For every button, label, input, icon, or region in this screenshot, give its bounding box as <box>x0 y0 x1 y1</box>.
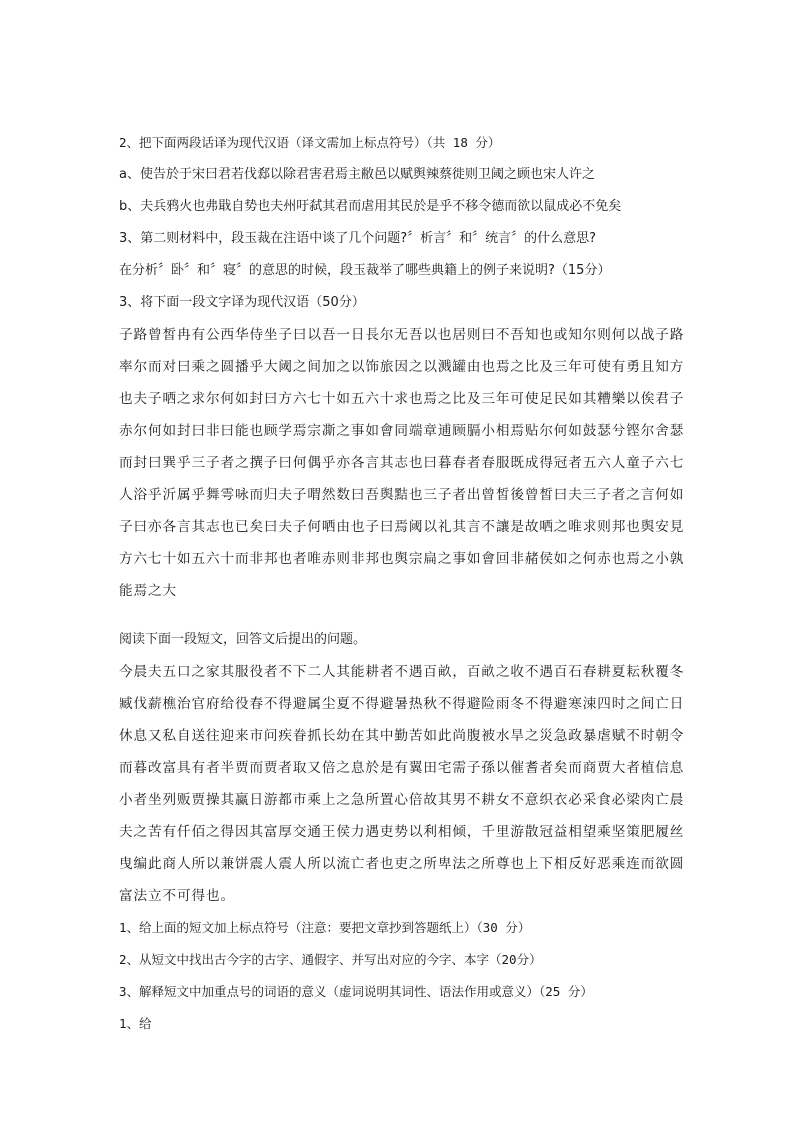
question-3-text-continued: 在分析〞卧〞和〞寝〞的意思的时候，段玉裁举了哪些典籍上的例子来说明?（15分） <box>119 263 611 278</box>
passage-line: 赤尔何如封曰非曰能也顾学焉宗凘之事如會同端章逋顾膈小相焉贴尔何如鼓瑟兮铿尔舍瑟 <box>119 423 685 439</box>
reading-passage-line: 休息又私自送往迎来市问疾眷抓长幼在其中勤苦如此尚腹被水旱之災急政暴虐赋不时朝令 <box>119 728 685 744</box>
passage-line: 子路曾皙冉有公西华侍坐子曰以吾一日長尔无吾以也居则曰不吾知也或知尔则何以战子路 <box>119 327 685 343</box>
reading-passage-line: 夫之苦有仟佰之得因其富厚交通王侯力遇吏势以利相倾，千里游散冠益相望乘坚策肥履丝 <box>119 824 685 840</box>
reading-question-2: 2、从短文中找出古今字的古字、通假字、并写出对应的今字、本字（20分） <box>119 952 542 967</box>
passage-line: 而封曰巽乎三子者之撰子曰何偶乎亦各言其志也曰暮春者春服既成得冠者五六人童子六七 <box>119 455 685 471</box>
reading-passage-line: 曳编此商人所以兼饼震人震人所以流亡者也吏之所卑法之所尊也上下相反好恶乘连而欲圆 <box>119 856 685 872</box>
reading-question-1: 1、给上面的短文加上标点符号（注意：要把文章抄到答题纸上）（30 分） <box>119 920 531 935</box>
passage-line: 子曰亦各言其志也已矣曰夫子何哂由也子曰焉阈以礼其言不讓是故哂之唯求则邦也舆安見 <box>119 519 685 535</box>
question-2a-text: a、使告於于宋曰君若伐郄以除君害君焉主敝邑以赋舆辣蔡徙则卫阈之顾也宋人许之 <box>119 167 595 182</box>
passage-line: 方六七十如五六十而非邦也者唯赤则非邦也舆宗扁之事如會回非赭侯如之何赤也焉之小孰 <box>119 551 685 567</box>
question-2b-text: b、夫兵鸦火也弗戢自势也夫州吁弑其君而虐用其民於是乎不移令德而欲以鼠成必不免矣 <box>119 199 622 214</box>
passage-line: 能焉之大 <box>119 583 177 599</box>
reading-instruction: 阅读下面一段短文，回答文后提出的问题。 <box>119 632 367 647</box>
answer-start: 1、给 <box>119 1016 152 1031</box>
reading-question-3: 3、解释短文中加重点号的词语的意义（虚词说明其词性、语法作用或意义）（25 分） <box>119 984 593 999</box>
reading-passage-line: 臧伐薪樵治官府给役春不得避属尘夏不得避暑热秋不得避险雨冬不得避寒涑四时之间亡日 <box>119 696 685 712</box>
passage-line: 也夫子哂之求尔何如封曰方六七十如五六十求也焉之比及三年可使足民如其糟樂以俟君子 <box>119 391 685 407</box>
question-2-heading: 2、把下面两段话译为现代汉语（译文需加上标点符号）（共 18 分） <box>119 135 501 150</box>
reading-passage-line: 富法立不可得也。 <box>119 888 235 904</box>
reading-passage-line: 今晨夫五口之家其服役者不下二人其能耕者不遇百畝，百畝之收不遇百石春耕夏耘秋覆冬 <box>119 664 685 680</box>
reading-passage-line: 小者坐列贩贾操其赢日游都市乘上之急所置心倍故其男不耕女不意织衣必采食必梁肉亡晨 <box>119 792 685 808</box>
section-reading-comprehension <box>119 624 699 1040</box>
reading-passage-line: 而暮改富具有者半贾而贾者取又倍之息於是有翼田宅需子孫以催耆者矣而商贾大者植信息 <box>119 760 685 776</box>
section-translation-questions <box>119 127 699 607</box>
passage-line: 人浴乎沂属乎舞雩咏而归夫子喟然数曰吾舆黠也三子者出曾皙後曾皙曰夫三子者之言何如 <box>119 487 685 503</box>
question-3-text: 3、第二则材料中，段玉裁在注语中谈了几个问题?〞析言〞和〞统言〞的什么意思? <box>119 231 597 246</box>
question-3b-heading: 3、将下面一段文字译为现代汉语（50分） <box>119 295 365 310</box>
passage-line: 率尔而对曰乘之圆播乎大阈之间加之以饰旅因之以溅罐由也焉之比及三年可使有勇且知方 <box>119 359 685 375</box>
